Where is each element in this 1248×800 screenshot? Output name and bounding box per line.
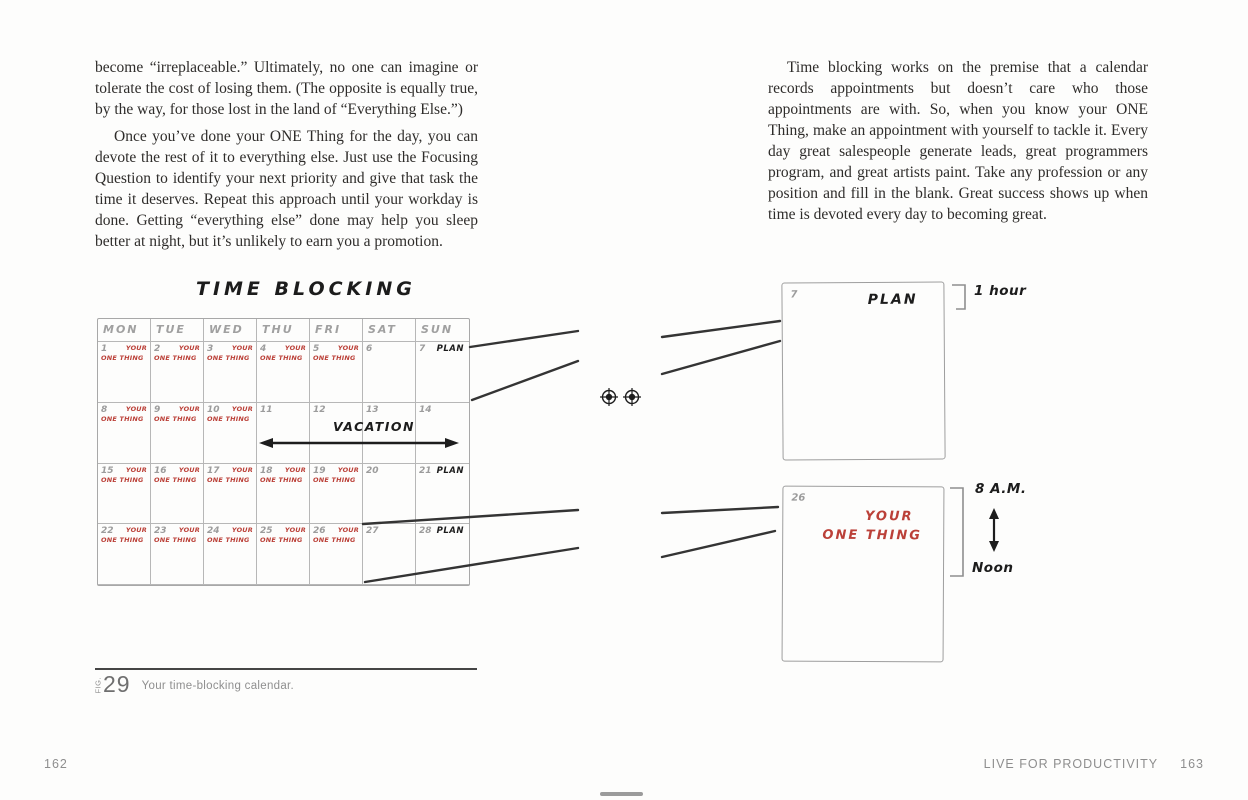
day-number: 13 — [366, 404, 379, 415]
calendar-day-cell — [151, 524, 204, 585]
calendar-day-header: WED — [204, 319, 257, 342]
one-thing-note-line1: YOUR — [178, 526, 200, 535]
day-number: 21 — [419, 465, 432, 476]
calendar-day-cell — [416, 524, 469, 585]
calendar-day-cell — [98, 342, 151, 403]
day-number: 15 — [101, 465, 114, 476]
day-number: 22 — [101, 526, 114, 537]
one-thing-label-line1: YOUR — [864, 509, 914, 525]
one-thing-note-line2: ONE THING — [313, 475, 356, 484]
day-number: 8 — [101, 404, 108, 415]
day-number: 25 — [260, 526, 273, 537]
day-number: 3 — [207, 344, 214, 354]
registration-mark-icon — [600, 388, 618, 406]
one-thing-note-line1: YOUR — [231, 344, 253, 352]
one-thing-note-line1: YOUR — [337, 465, 359, 474]
calendar-day-cell — [204, 464, 257, 525]
one-thing-note-line2: ONE THING — [260, 536, 303, 545]
calendar-day-cell — [204, 524, 257, 585]
calendar-day-cell — [416, 464, 469, 525]
calendar-day-cell — [98, 403, 151, 464]
day-number: 14 — [419, 404, 432, 415]
one-thing-note-line2: ONE THING — [154, 354, 197, 362]
day-number: 23 — [154, 526, 167, 537]
calendar-day-cell — [257, 524, 310, 585]
running-footer-title: LIVE FOR PRODUCTIVITY — [983, 757, 1159, 771]
calendar-figure — [97, 318, 470, 586]
paragraph: Time blocking works on the premise that a calendar records appointments but doesn’t care who those appointments are with. So, when you know your ONE Thing, make an appointment with yourself to tackle it. Every day great salespeople generate leads, great programmers program, and great artists paint. Take any profession or any position and fill in the blank. Great success shows up when time is devoted every day to becoming great. — [768, 59, 1148, 223]
one-thing-note-line2: ONE THING — [101, 414, 144, 423]
one-thing-note-line1: YOUR — [337, 526, 359, 535]
day-number: 28 — [419, 526, 432, 537]
one-thing-label — [811, 509, 933, 544]
day-number: 16 — [154, 465, 167, 476]
one-thing-note-line2: ONE THING — [313, 536, 356, 545]
plan-duration-label: 1 hour — [974, 283, 1027, 299]
one-thing-detail-box — [782, 486, 945, 663]
paragraph: Once you’ve done your ONE Thing for the day, you can devote the rest of it to everything else. Just use the Focusing Question to identify your next priority and give that task the time it deserves. Repeat this approach until your workday is done. Getting “everything else” done may help you sleep better at night, but it’s unlikely to earn you a promotion. — [95, 128, 478, 250]
one-thing-note-line1: YOUR — [178, 344, 200, 352]
day-number: 18 — [260, 465, 273, 476]
one-thing-note-line2: ONE THING — [101, 354, 144, 362]
calendar-day-header: THU — [257, 319, 310, 342]
one-thing-note-line2: ONE THING — [207, 414, 250, 423]
calendar-day-cell — [416, 403, 469, 464]
hour-bracket — [950, 283, 970, 313]
day-number: 2 — [154, 344, 161, 354]
one-thing-note-line1: YOUR — [125, 465, 147, 474]
left-page-number: 162 — [44, 757, 68, 771]
calendar-day-cell — [310, 524, 363, 585]
calendar-day-header: TUE — [151, 319, 204, 342]
one-thing-note-line1: YOUR — [337, 344, 359, 352]
calendar-day-cell — [363, 342, 416, 403]
time-span-bracket — [947, 486, 967, 580]
day-number: 7 — [790, 289, 798, 301]
calendar-day-cell — [151, 342, 204, 403]
right-page-text — [768, 57, 1148, 231]
one-thing-note-line2: ONE THING — [101, 536, 144, 545]
one-thing-note-line2: ONE THING — [207, 354, 250, 362]
calendar-day-header: MON — [98, 319, 151, 342]
calendar-day-cell — [98, 464, 151, 525]
day-number: 12 — [313, 404, 326, 415]
day-number: 11 — [260, 404, 273, 415]
calendar-day-cell — [257, 464, 310, 525]
plan-note: PLAN — [436, 526, 464, 537]
day-number: 27 — [366, 526, 379, 537]
calendar-day-cell — [98, 524, 151, 585]
day-number: 19 — [313, 465, 326, 476]
day-number: 7 — [419, 344, 426, 354]
plan-note: PLAN — [436, 465, 464, 476]
calendar-day-header: SUN — [416, 319, 469, 342]
day-number: 6 — [366, 344, 373, 354]
day-number: 4 — [260, 344, 267, 354]
calendar-day-cell — [310, 464, 363, 525]
calendar-day-cell — [310, 342, 363, 403]
one-thing-note-line1: YOUR — [231, 526, 253, 535]
day-number: 17 — [207, 465, 220, 476]
calendar-day-cell — [416, 342, 469, 403]
calendar-day-cell — [310, 403, 363, 464]
one-thing-note-line2: ONE THING — [101, 475, 144, 484]
plan-label: PLAN — [867, 291, 918, 308]
one-thing-label-line2: ONE THING — [822, 527, 922, 544]
plan-detail-box — [781, 281, 945, 460]
one-thing-note-line2: ONE THING — [313, 354, 356, 362]
day-number: 9 — [154, 404, 161, 415]
vacation-label: VACATION — [332, 419, 416, 434]
right-page-number: 163 — [1180, 757, 1204, 771]
one-thing-note-line1: YOUR — [231, 404, 253, 413]
one-thing-note-line1: YOUR — [284, 526, 306, 535]
day-number: 24 — [207, 526, 220, 537]
calendar-day-cell — [363, 524, 416, 585]
fig-number: 29 — [103, 671, 131, 697]
calendar-day-cell — [363, 464, 416, 525]
caption-rule — [95, 668, 477, 670]
paragraph: become “irreplaceable.” Ultimately, no one can imagine or tolerate the cost of losing them. (The opposite is equally true, by the way, for those lost in the land of “Everything Else.”) — [95, 59, 478, 118]
one-thing-note-line1: YOUR — [125, 344, 147, 352]
figure-title: TIME BLOCKING — [196, 278, 416, 300]
calendar-day-cell — [204, 403, 257, 464]
one-thing-note-line1: YOUR — [178, 404, 200, 413]
time-end-label: Noon — [972, 560, 1014, 576]
one-thing-note-line2: ONE THING — [207, 475, 250, 484]
time-start-label: 8 A.M. — [975, 481, 1027, 497]
right-running-footer — [984, 757, 1204, 771]
one-thing-note-line2: ONE THING — [207, 536, 250, 545]
time-span-arrow-icon — [986, 506, 1002, 554]
one-thing-note-line2: ONE THING — [154, 475, 197, 484]
day-number: 20 — [366, 465, 379, 476]
one-thing-note-line2: ONE THING — [260, 354, 303, 362]
calendar-day-cell — [363, 403, 416, 464]
plan-note: PLAN — [436, 344, 464, 354]
day-number: 10 — [207, 404, 220, 415]
one-thing-note-line1: YOUR — [284, 344, 306, 352]
one-thing-note-line2: ONE THING — [154, 414, 197, 423]
one-thing-note-line1: YOUR — [178, 465, 200, 474]
registration-mark-icon — [623, 388, 641, 406]
day-number: 26 — [313, 526, 326, 537]
calendar-day-cell — [257, 342, 310, 403]
calendar-grid — [97, 318, 470, 586]
day-number: 26 — [791, 492, 806, 504]
calendar-day-cell — [151, 464, 204, 525]
one-thing-note-line2: ONE THING — [154, 536, 197, 545]
calendar-day-header: SAT — [363, 319, 416, 342]
one-thing-note-line1: YOUR — [284, 465, 306, 474]
fig-label: FIG. — [93, 676, 103, 694]
one-thing-note-line1: YOUR — [125, 526, 147, 535]
calendar-day-cell — [151, 403, 204, 464]
left-page-text — [95, 57, 478, 258]
day-number: 5 — [313, 344, 320, 354]
figure-caption — [93, 673, 294, 695]
day-number: 1 — [101, 344, 108, 354]
calendar-day-cell — [204, 342, 257, 403]
one-thing-note-line1: YOUR — [231, 465, 253, 474]
one-thing-note-line1: YOUR — [125, 404, 147, 413]
bottom-bar — [600, 792, 643, 796]
calendar-day-cell — [257, 403, 310, 464]
one-thing-note-line2: ONE THING — [260, 475, 303, 484]
caption-text: Your time-blocking calendar. — [141, 680, 295, 692]
calendar-day-header: FRI — [310, 319, 363, 342]
